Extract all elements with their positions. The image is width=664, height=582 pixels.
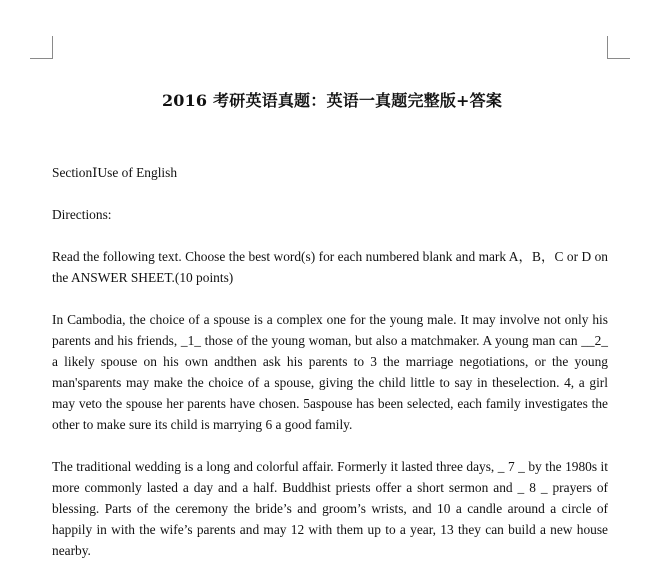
document-body [52, 162, 608, 582]
instructions-paragraph: Read the following text. Choose the best word(s) for each numbered blank and mark A，B，C or D on the ANSWER SHEET.(10 points) [52, 249, 608, 285]
page-corner-mark-top-left [30, 36, 53, 59]
passage-paragraph-1: In Cambodia, the choice of a spouse is a complex one for the young male. It may involve not only his parents and his friends, _1_ those of the young woman, but also a matchmaker. A young man can __2_ a likely spouse on his own andthen ask his parents to 3 the marriage negotiations, or the young man'sparents may make the choice of a spouse, giving the child little to say in theselection. 4, a girl may veto the spouse her parents have chosen. 5aspouse has been selected, each family investigates the other to make sure its child is marrying 6 a good family. [52, 312, 608, 432]
directions-label: Directions: [52, 207, 112, 222]
section-heading: SectionⅠUse of English [52, 165, 178, 180]
passage-paragraph-2: The traditional wedding is a long and colorful affair. Formerly it lasted three days, _ 7 _ by the 1980s it more commonly lasted a day and a half. Buddhist priests offer a short sermon and _ 8 _ prayers of blessing. Parts of the ceremony the bride’s and groom’s wrists, and 10 a candle around a circle of happily in with the wife’s parents and may 12 with them up to a year, 13 they can build a new house nearby. [52, 459, 608, 558]
document-title: 2016 考研英语真题：英语一真题完整版+答案 [161, 91, 503, 110]
page-corner-mark-top-right [607, 36, 630, 59]
